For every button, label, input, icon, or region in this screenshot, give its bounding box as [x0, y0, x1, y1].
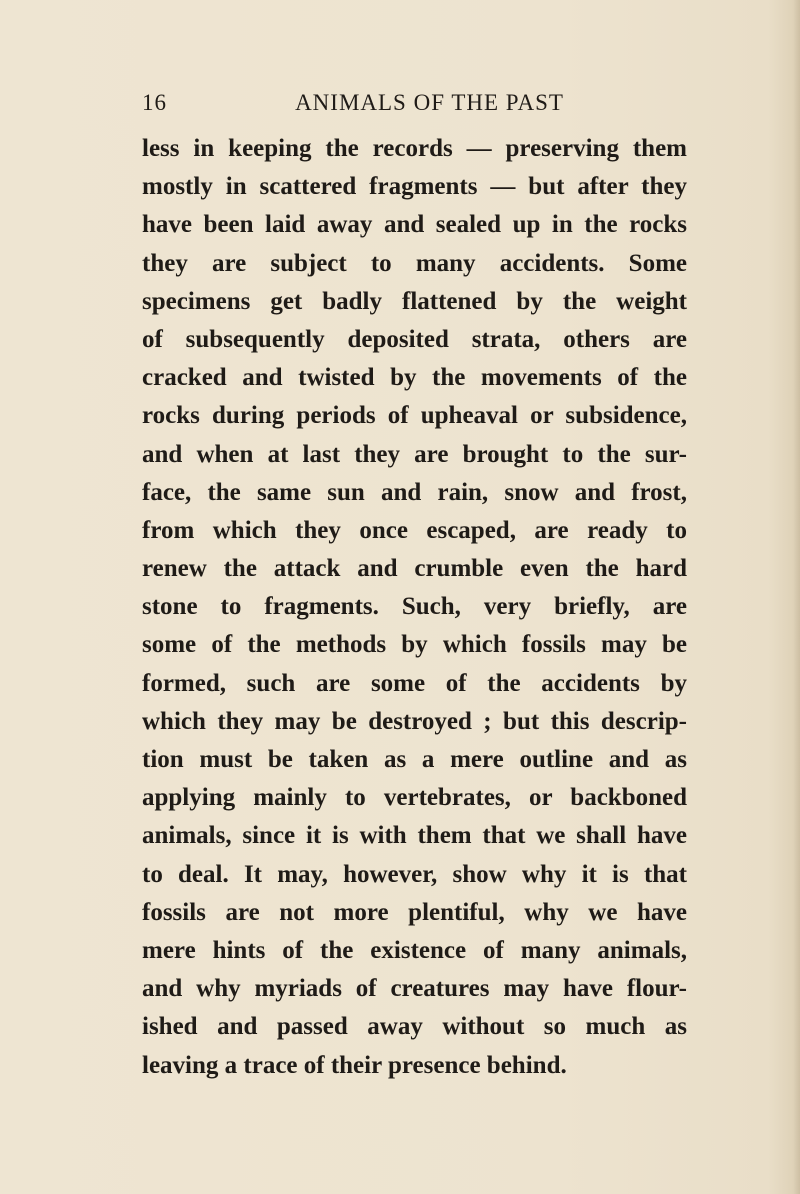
text-line: renew the attack and crumble even the hard — [142, 555, 687, 583]
text-line: some of the methods by which fossils may be — [142, 631, 687, 659]
text-line: cracked and twisted by the movements of the — [142, 364, 687, 392]
text-line: applying mainly to vertebrates, or backboned — [142, 784, 687, 812]
text-line: stone to fragments. Such, very briefly, are — [142, 593, 687, 621]
text-line: and why myriads of creatures may have flour- — [142, 975, 687, 1003]
text-line: have been laid away and sealed up in the rocks — [142, 211, 687, 239]
text-line: less in keeping the records — preserving them — [142, 135, 687, 162]
text-line: mere hints of the existence of many animals, — [142, 936, 687, 964]
text-line: specimens get badly flattened by the weight — [142, 287, 687, 315]
text-line: formed, such are some of the accidents by — [142, 669, 687, 697]
text-line: which they may be destroyed ; but this descrip- — [142, 707, 687, 735]
body-paragraph — [142, 130, 687, 1085]
text-line: ished and passed away without so much as — [142, 1013, 687, 1041]
page-header — [142, 90, 687, 122]
text-line: of subsequently deposited strata, others are — [142, 325, 687, 353]
text-line: face, the same sun and rain, snow and frost, — [142, 478, 687, 506]
page-number: 16 — [142, 90, 167, 115]
text-line: tion must be taken as a mere outline and as — [142, 746, 687, 773]
running-title: ANIMALS OF THE PAST — [295, 90, 564, 115]
text-line: to deal. It may, however, show why it is that — [142, 860, 687, 888]
text-line: and when at last they are brought to the sur- — [142, 440, 687, 468]
text-line: from which they once escaped, are ready to — [142, 516, 687, 544]
text-line: leaving a trace of their presence behind. — [142, 1051, 567, 1079]
text-line: animals, since it is with them that we shall have — [142, 822, 687, 850]
text-line: mostly in scattered fragments — but after they — [142, 173, 687, 201]
page-edge-shadow — [793, 0, 800, 1194]
text-line: rocks during periods of upheaval or subsidence, — [142, 402, 687, 430]
text-line: they are subject to many accidents. Some — [142, 249, 687, 277]
text-line: fossils are not more plentiful, why we have — [142, 898, 687, 926]
